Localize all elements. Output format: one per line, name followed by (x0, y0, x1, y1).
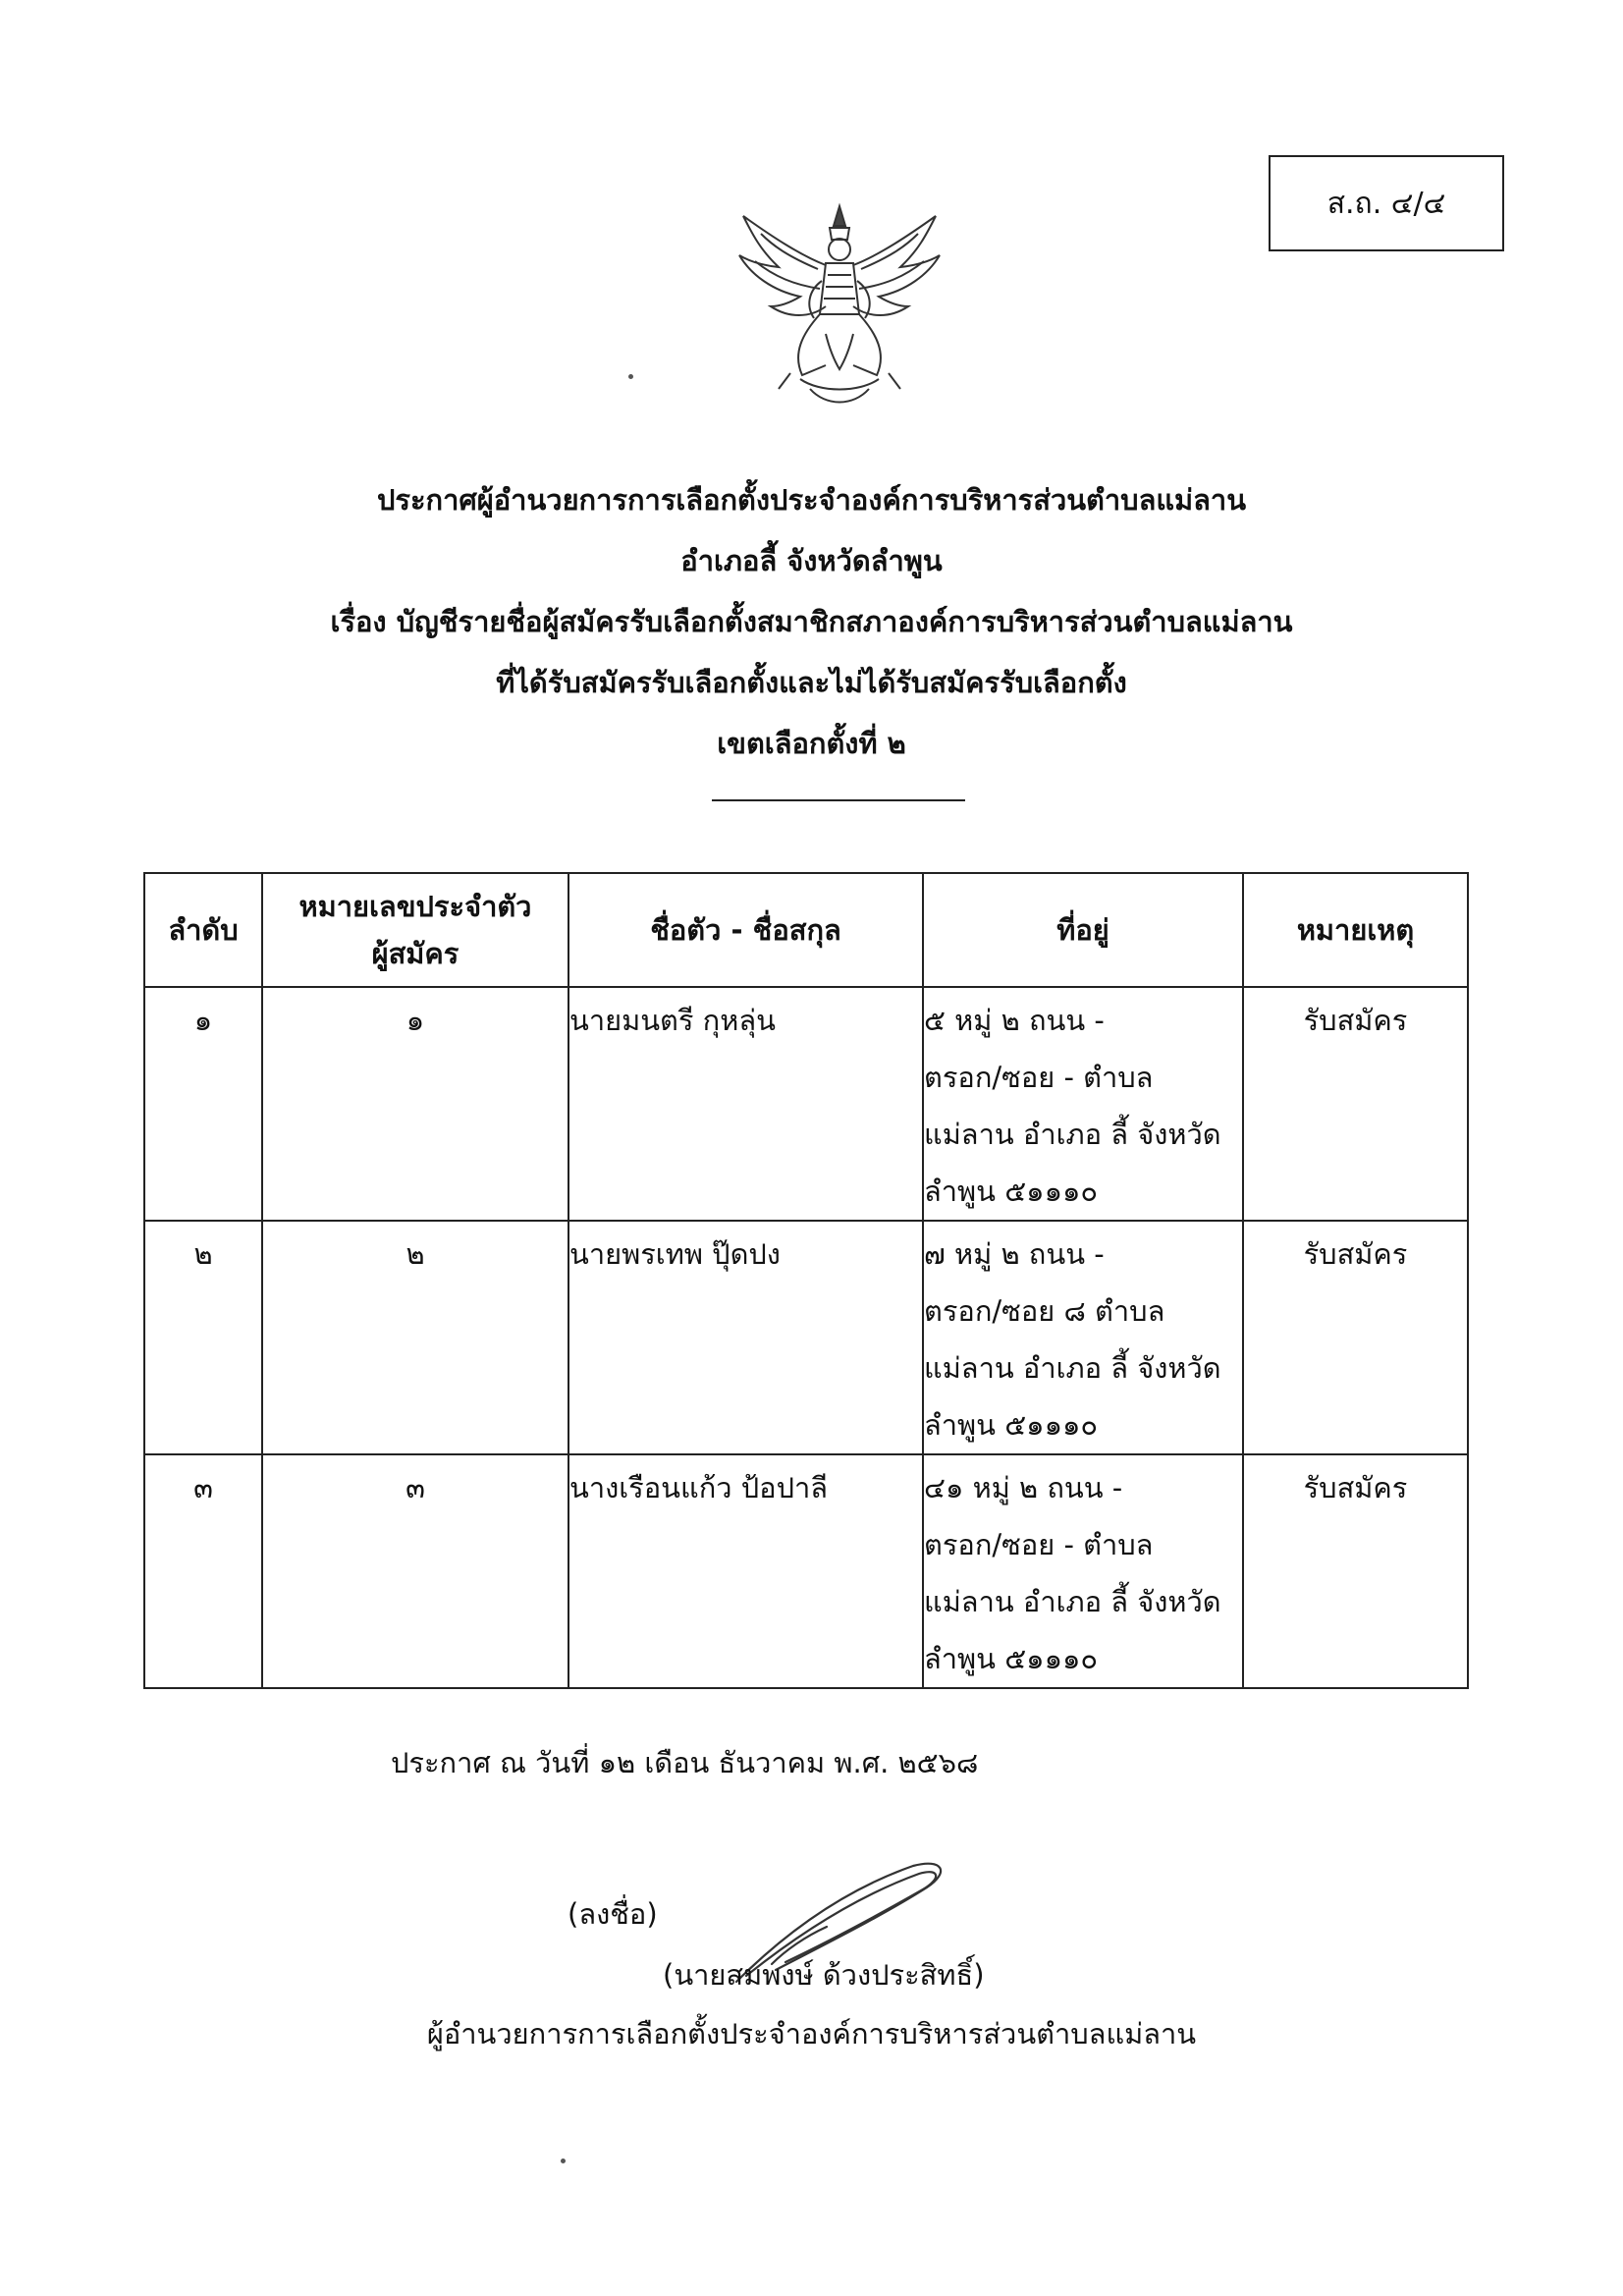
garuda-emblem-icon (731, 196, 947, 417)
heading-line: ที่ได้รับสมัครรับเลือกตั้งและไม่ได้รับสมัครรับเลือกตั้ง (496, 666, 1127, 699)
header-candidate-no-line2: ผู้สมัคร (371, 937, 460, 970)
cell-address (923, 1221, 1243, 1454)
scan-speck (628, 374, 633, 379)
signature-label: (ลงชื่อ) (568, 1897, 658, 1931)
cell-candidate-no: ๓ (262, 1454, 568, 1688)
table-row (144, 1454, 1468, 1688)
cell-remark: รับสมัคร (1243, 1454, 1468, 1688)
heading-line: ประกาศผู้อำนวยการการเลือกตั้งประจำองค์การบริหารส่วนตำบลแม่ลาน (376, 483, 1247, 517)
cell-candidate-no: ๒ (262, 1221, 568, 1454)
cell-address (923, 1454, 1243, 1688)
address-line: ลำพูน ๕๑๑๑๐ (924, 1408, 1099, 1442)
header-name: ชื่อตัว - ชื่อสกุล (568, 873, 923, 987)
header-address: ที่อยู่ (923, 873, 1243, 987)
heading-line: อำเภอลี้ จังหวัดลำพูน (680, 544, 943, 577)
header-remark: หมายเหตุ (1243, 873, 1468, 987)
cell-order: ๒ (144, 1221, 262, 1454)
address-line: ๕ หมู่ ๒ ถนน - (924, 1004, 1105, 1037)
address-line: ลำพูน ๕๑๑๑๐ (924, 1175, 1099, 1208)
address-line: แม่ลาน อำเภอ ลี้ จังหวัด (924, 1585, 1221, 1618)
cell-name: นางเรือนแก้ว ป้อปาลี (568, 1454, 923, 1688)
address-line: ๗ หมู่ ๒ ถนน - (924, 1237, 1105, 1271)
cell-address (923, 987, 1243, 1221)
signer-name: (นายสมพงษ์ ด้วงประสิทธิ์) (663, 1958, 985, 1992)
address-line: ตรอก/ซอย - ตำบล (924, 1528, 1154, 1561)
cell-order: ๓ (144, 1454, 262, 1688)
signer-title: ผู้อำนวยการการเลือกตั้งประจำองค์การบริหารส่วนตำบลแม่ลาน (426, 2017, 1197, 2050)
heading-line: เขตเลือกตั้งที่ ๒ (717, 727, 906, 760)
header-order: ลำดับ (144, 873, 262, 987)
address-line: แม่ลาน อำเภอ ลี้ จังหวัด (924, 1118, 1221, 1151)
cell-remark: รับสมัคร (1243, 1221, 1468, 1454)
form-code-box (1269, 155, 1504, 251)
table-row (144, 1221, 1468, 1454)
announcement-date: ประกาศ ณ วันที่ ๑๒ เดือน ธันวาคม พ.ศ. ๒๕๖๘ (391, 1746, 979, 1779)
cell-candidate-no: ๑ (262, 987, 568, 1221)
header-candidate-no (262, 873, 568, 987)
cell-name: นายพรเทพ ปุ๊ดปง (568, 1221, 923, 1454)
form-code: ส.ถ. ๔/๔ (1326, 186, 1446, 221)
table-header-row (144, 873, 1468, 987)
address-line: ๔๑ หมู่ ๒ ถนน - (924, 1471, 1123, 1504)
header-candidate-no-line1: หมายเลขประจำตัว (298, 890, 532, 923)
cell-remark: รับสมัคร (1243, 987, 1468, 1221)
scan-speck (561, 2159, 566, 2163)
candidate-table (143, 872, 1469, 1689)
address-line: ลำพูน ๕๑๑๑๐ (924, 1642, 1099, 1675)
announcement-heading (196, 469, 1427, 774)
address-line: ตรอก/ซอย ๘ ตำบล (924, 1294, 1165, 1328)
heading-divider (712, 799, 965, 801)
address-line: แม่ลาน อำเภอ ลี้ จังหวัด (924, 1351, 1221, 1385)
cell-name: นายมนตรี กุหลุ่น (568, 987, 923, 1221)
address-line: ตรอก/ซอย - ตำบล (924, 1061, 1154, 1094)
cell-order: ๑ (144, 987, 262, 1221)
heading-line: เรื่อง บัญชีรายชื่อผู้สมัครรับเลือกตั้งสมาชิกสภาองค์การบริหารส่วนตำบลแม่ลาน (330, 605, 1293, 638)
table-row (144, 987, 1468, 1221)
